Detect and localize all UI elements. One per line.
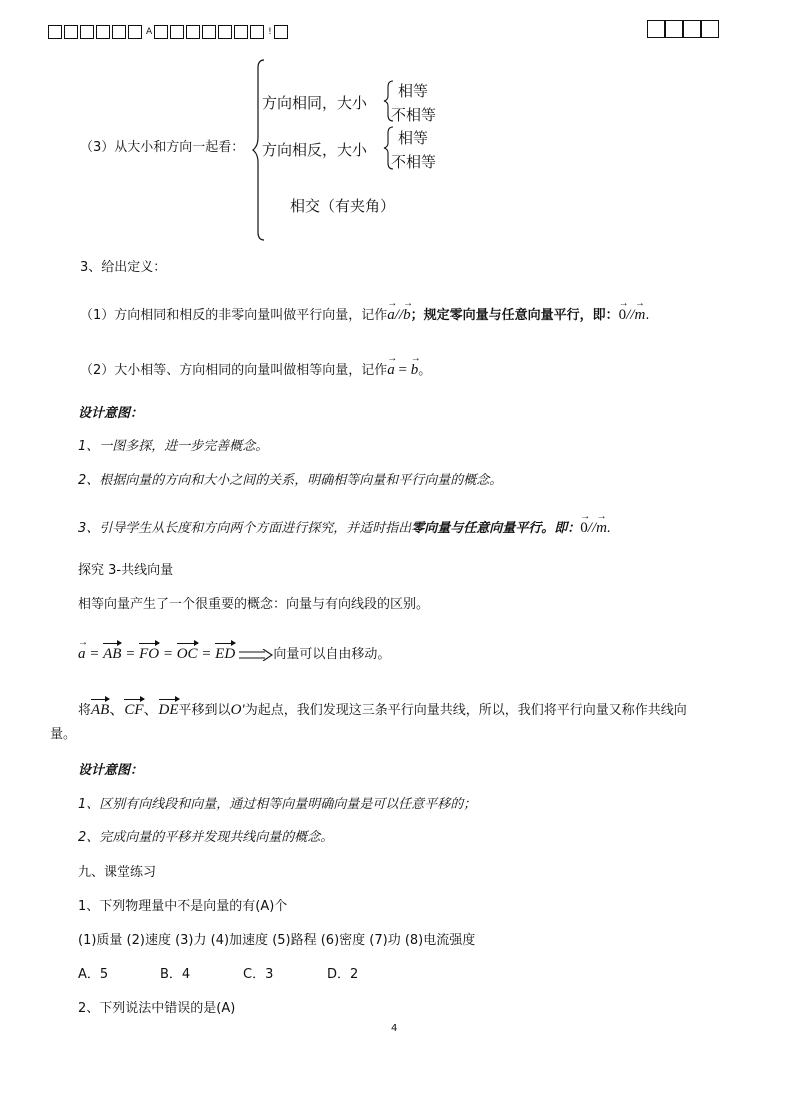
- question-1: 1、下列物理量中不是向量的有(A)个: [78, 899, 288, 914]
- same-direction-label: 方向相同，大小: [262, 94, 368, 112]
- translation-sentence: 将AB、CF、DE平移到以O′为起点，我们发现这三条平行向量共线，所以，我们将平行向量又称作共线向: [78, 699, 687, 720]
- definition-parallel: （1）方向相同和相反的非零向量叫做平行向量，记作→ a//→ b；规定零向量与任意向量平行，即：→ 0//→ m.: [80, 306, 649, 325]
- math-a-parallel-b: → a//→ b: [387, 307, 410, 323]
- not-equal-label-2: 不相等: [391, 153, 437, 171]
- math-zero-parallel-m-2: → 0//→ m: [580, 520, 607, 536]
- def1-bold-text: ；规定零向量与任意向量平行，即：: [410, 308, 619, 323]
- opposite-direction-label: 方向相反，大小: [262, 141, 368, 159]
- question-1-option-a: A．5: [78, 967, 109, 982]
- design-intent-title-2: 设计意图：: [78, 763, 144, 778]
- free-move-text: 向量可以自由移动。: [273, 647, 391, 662]
- question-1-option-c: C．3: [243, 967, 274, 982]
- not-equal-label-1: 不相等: [391, 106, 437, 124]
- explore3-title: 探究 3-共线向量: [78, 563, 174, 578]
- question-1-option-d: D．2: [327, 967, 359, 982]
- question-2: 2、下列说法中错误的是(A): [78, 1001, 236, 1016]
- design2-item-2: 2、完成向量的平移并发现共线向量的概念。: [78, 830, 334, 845]
- design-intent-title-1: 设计意图：: [78, 406, 144, 421]
- def1-text: （1）方向相同和相反的非零向量叫做平行向量，记作: [80, 308, 388, 323]
- translation-sentence-end: 量。: [50, 727, 77, 742]
- def2-text: （2）大小相等、方向相同的向量叫做相等向量，记作: [80, 363, 388, 378]
- design2-item-1: 1、区别有向线段和向量，通过相等向量明确向量是可以任意平移的；: [78, 797, 477, 812]
- header-left-glyphs: A !: [48, 25, 290, 39]
- page-number: 4: [391, 1023, 398, 1034]
- math-a-equals-b: → a = → b: [387, 362, 418, 378]
- design1-item-2: 2、根据向量的方向和大小之间的关系，明确相等向量和平行向量的概念。: [78, 473, 503, 488]
- question-1-items: (1)质量 (2)速度 (3)力 (4)加速度 (5)路程 (6)密度 (7)功 (8)电流强度: [78, 933, 476, 948]
- double-arrow-icon: [239, 649, 273, 661]
- definition-equal: （2）大小相等、方向相同的向量叫做相等向量，记作→ a = → b。: [80, 361, 431, 380]
- math-three-vectors: AB、CF、DE: [91, 702, 179, 718]
- equal-label-2: 相等: [398, 129, 429, 147]
- brace-prefix: （3）从大小和方向一起看：: [80, 140, 245, 155]
- question-1-option-b: B．4: [160, 967, 191, 982]
- math-vector-chain: → a = AB = FO = OC = ED: [78, 646, 235, 662]
- explore3-line1: 相等向量产生了一个很重要的概念：向量与有向线段的区别。: [78, 597, 430, 612]
- equal-vector-chain: [78, 643, 390, 664]
- math-o-prime: O′: [230, 702, 245, 718]
- practice-title: 九、课堂练习: [78, 865, 157, 880]
- equal-label-1: 相等: [398, 82, 429, 100]
- intersect-label: 相交（有夹角）: [290, 197, 396, 215]
- header-right-glyphs: [647, 20, 719, 38]
- design1-item-3: 3、引导学生从长度和方向两个方面进行探究，并适时指出零向量与任意向量平行。即：→ 0//→ m.: [78, 519, 611, 538]
- design1-item-1: 1、一图多探，进一步完善概念。: [78, 439, 269, 454]
- section3-title: 3、给出定义：: [80, 260, 167, 275]
- math-zero-parallel-m: → 0//→ m: [619, 307, 646, 323]
